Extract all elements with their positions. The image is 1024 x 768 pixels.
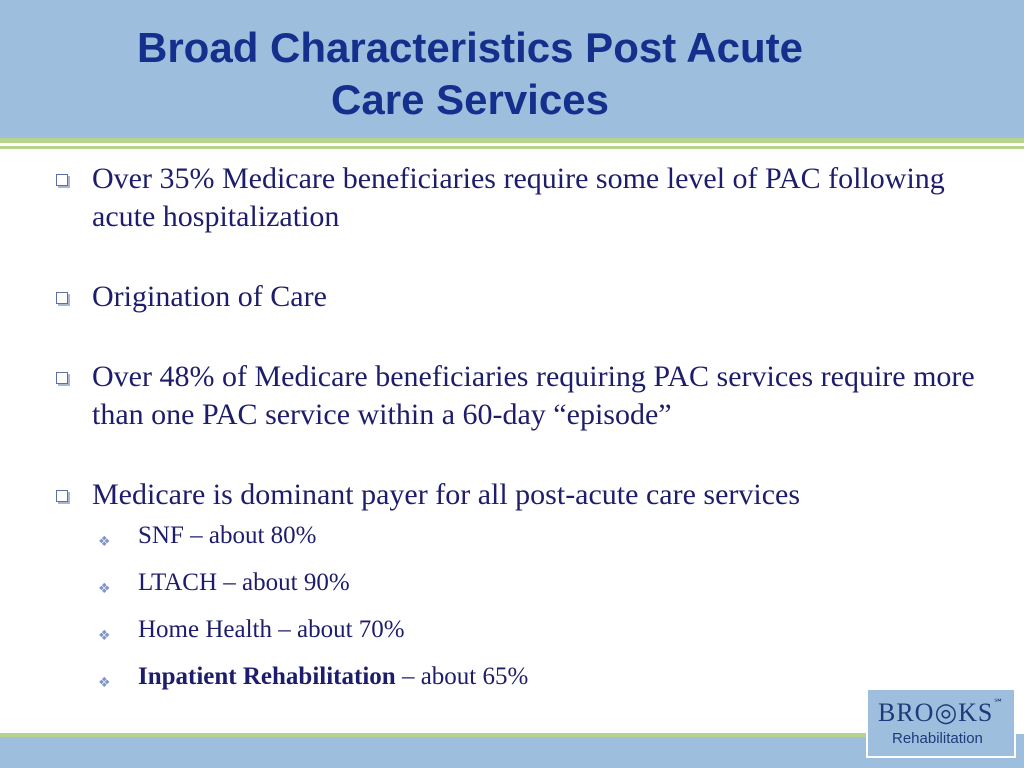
logo-brand-text: [878, 698, 1005, 728]
bullet-text: Over 48% of Medicare beneficiaries requiring PAC services require more than one PAC service within a 60-day “episode”: [92, 360, 975, 431]
bullet-item: [52, 358, 1012, 434]
logo-subtitle: Rehabilitation: [892, 730, 983, 747]
sub-bullet-item: [52, 614, 1012, 646]
bullet-item: [52, 160, 1012, 236]
diamond-bullet-icon: ❖: [98, 675, 111, 691]
sub-bullet-text: – about 65%: [395, 663, 529, 690]
bullet-text: Origination of Care: [92, 280, 327, 313]
checkbox-bullet-icon: [56, 372, 68, 384]
sub-bullet-text: Home Health – about 70%: [138, 616, 405, 643]
slide-title: [0, 22, 940, 126]
logo-trademark: ℠: [993, 698, 1005, 709]
bullet-text: Over 35% Medicare beneficiaries require some level of PAC following acute hospitalization: [92, 162, 945, 233]
checkbox-bullet-icon: [56, 292, 68, 304]
diamond-bullet-icon: ❖: [98, 534, 111, 550]
logo-brand: BRO◎KS: [878, 698, 994, 727]
accent-stripe-thin: [0, 146, 1024, 149]
title-line-2: Care Services: [331, 76, 609, 123]
diamond-bullet-icon: ❖: [98, 628, 111, 644]
diamond-bullet-icon: ❖: [98, 581, 111, 597]
sub-bullet-text: SNF – about 80%: [138, 522, 317, 549]
checkbox-bullet-icon: [56, 490, 68, 502]
bullet-item: [52, 278, 1012, 316]
footer-accent-stripe: [0, 733, 870, 737]
sub-bullet-item: [52, 567, 1012, 599]
title-line-1: Broad Characteristics Post Acute: [137, 24, 803, 71]
slide-body: [52, 160, 1012, 708]
sub-bullet-bold-text: Inpatient Rehabilitation: [138, 663, 396, 690]
sub-bullet-text: LTACH – about 90%: [138, 569, 350, 596]
bullet-item: [52, 476, 1012, 514]
sub-bullet-item: [52, 520, 1012, 552]
checkbox-bullet-icon: [56, 174, 68, 186]
brooks-logo: [866, 688, 1016, 758]
bullet-text: Medicare is dominant payer for all post-acute care services: [92, 478, 801, 511]
